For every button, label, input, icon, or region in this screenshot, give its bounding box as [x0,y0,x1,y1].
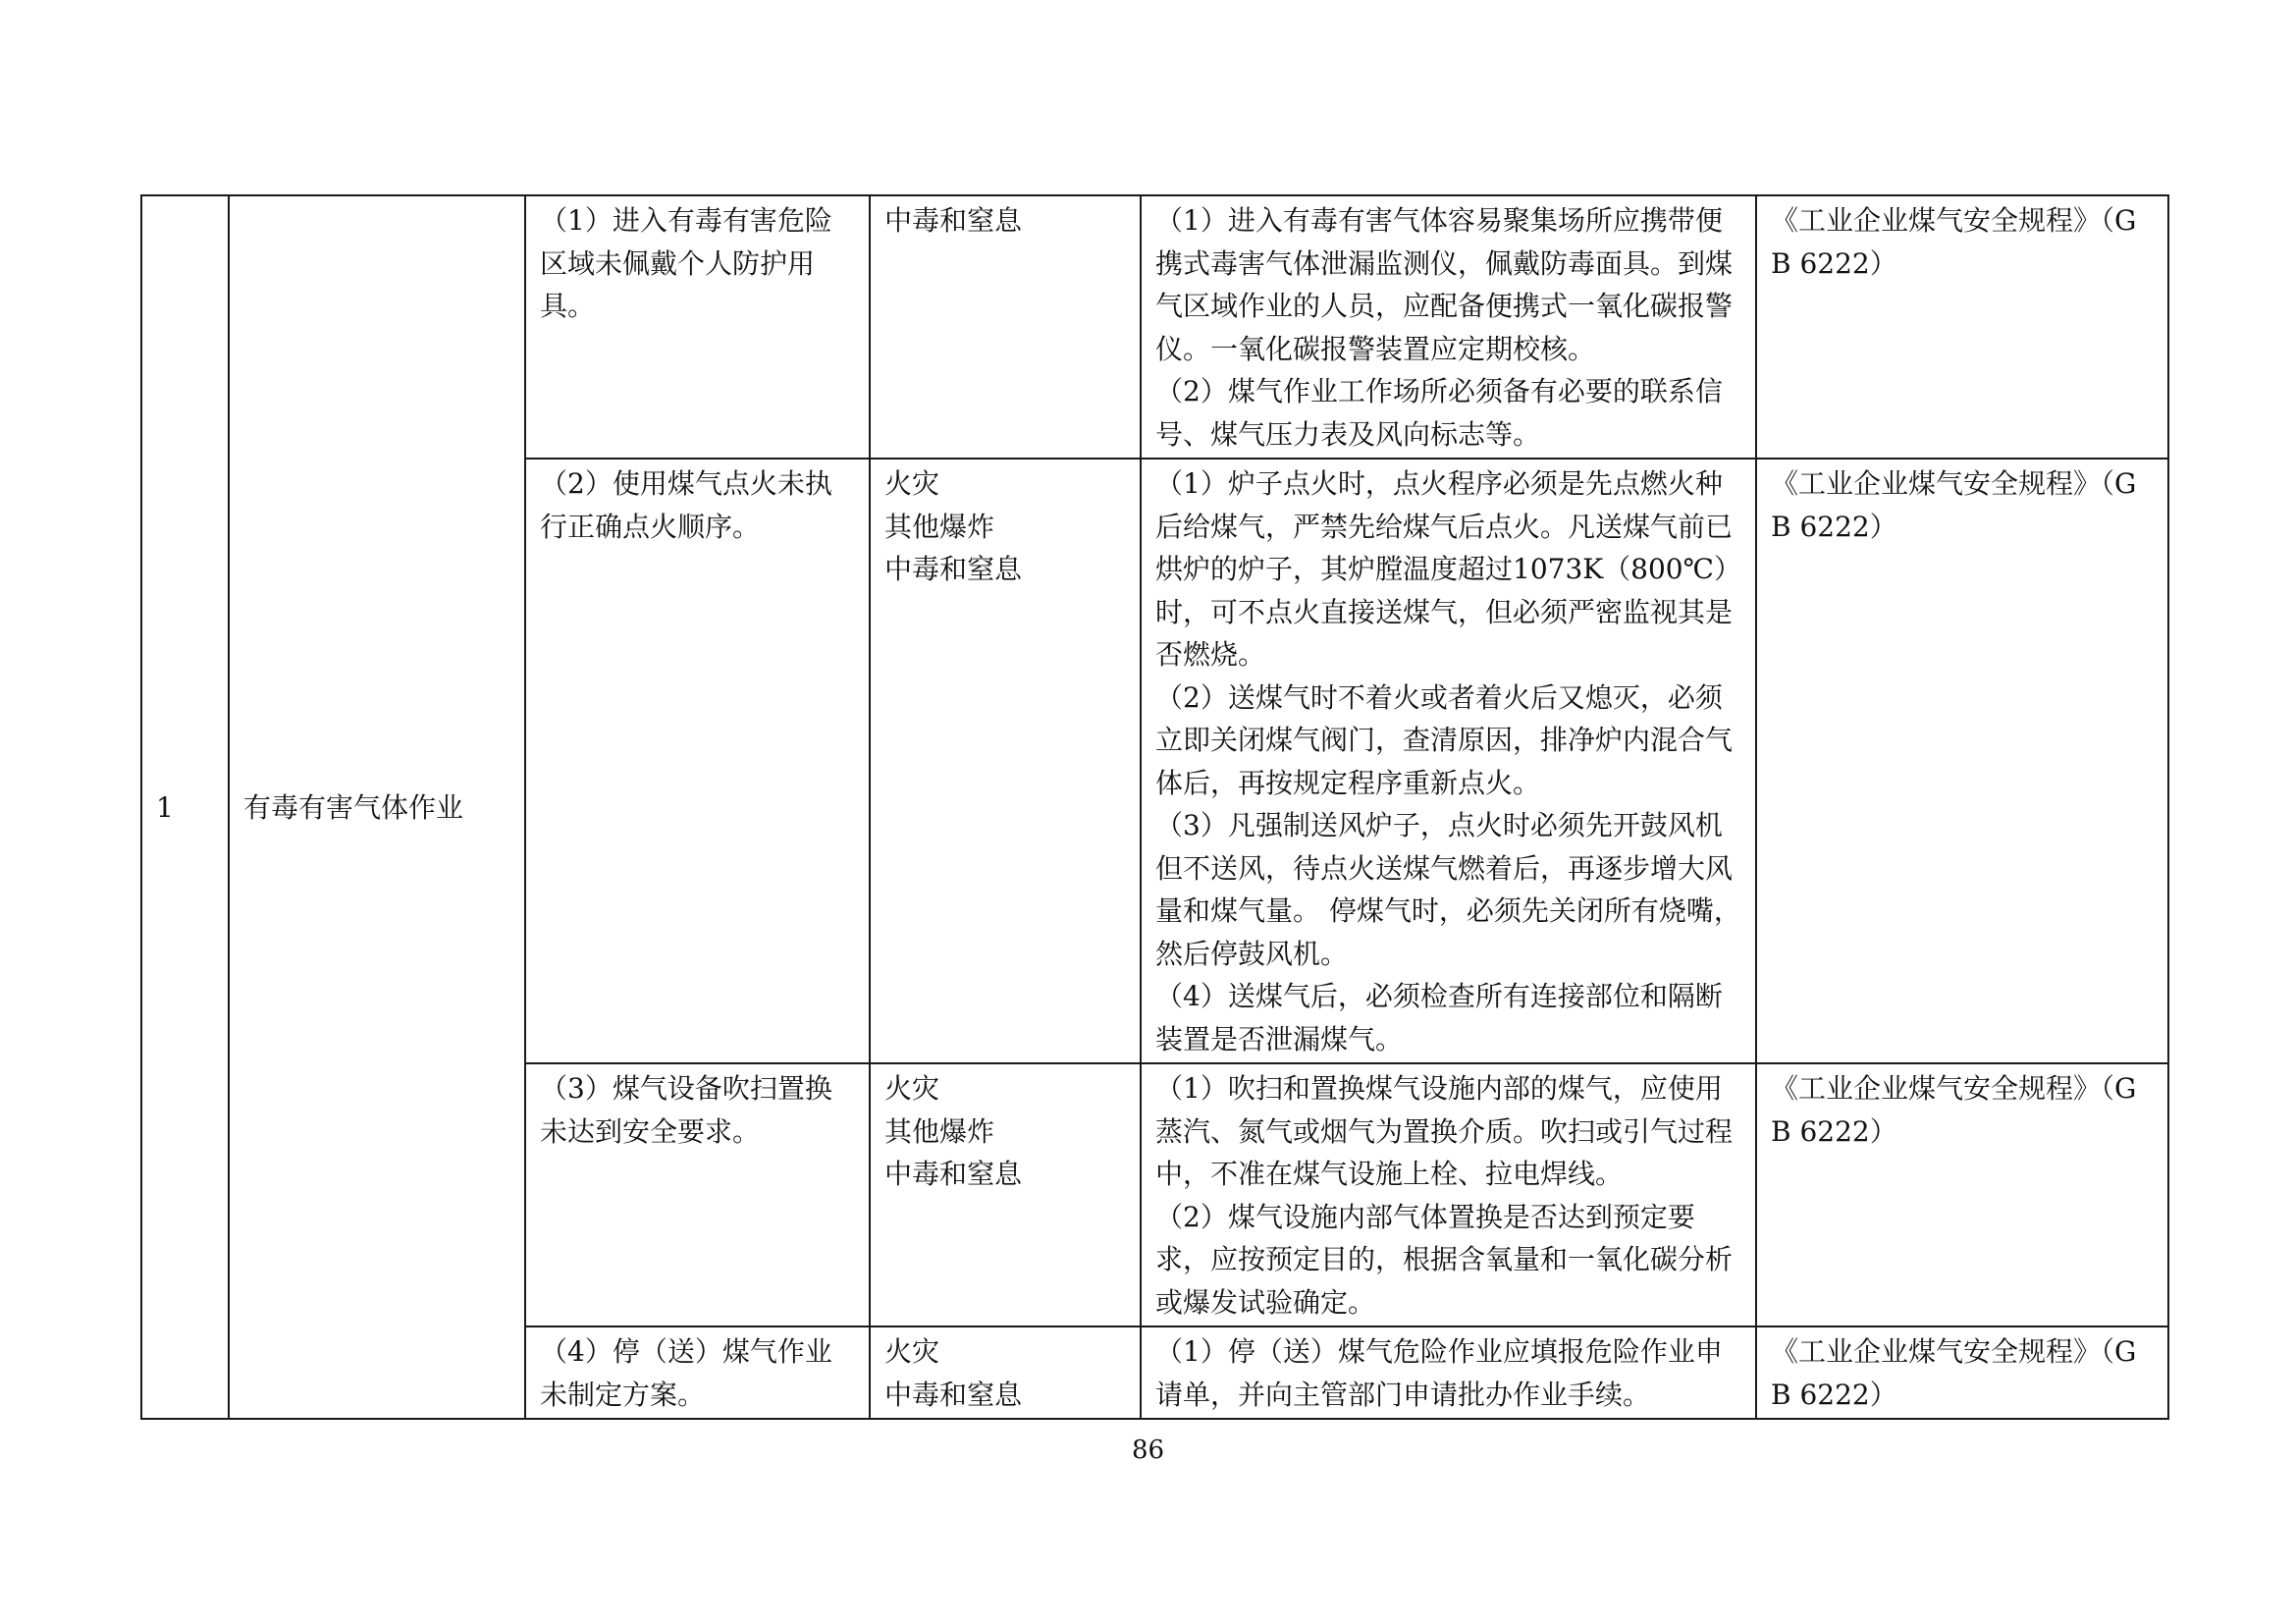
page-number: 86 [1131,1435,1165,1465]
category-number: 1 [141,195,229,1419]
measure-item: （1）炉子点火时，点火程序必须是先点燃火种后给煤气，严禁先给煤气后点火。凡送煤气前已烘炉的炉子，其炉膛温度超过1073K（800℃）时，可不点火直接送煤气，但必须严密监视其是否燃烧。 [1155,467,1741,671]
accident-type: 中毒和窒息 [884,204,1023,237]
accident-cell [870,1326,1141,1419]
measure-item: （2）煤气设施内部气体置换是否达到预定要求，应按预定目的，根据含氧量和一氧化碳分析或爆发试验确定。 [1155,1200,1734,1319]
measure-item: （1）进入有毒有害气体容易聚集场所应携带便携式毒害气体泄漏监测仪，佩戴防毒面具。到煤气区域作业的人员，应配备便携式一氧化碳报警仪。一氧化碳报警装置应定期校核。 [1155,204,1734,365]
accident-type: 其他爆炸 [884,1114,995,1148]
accident-cell [870,195,1141,459]
accident-type: 中毒和窒息 [884,553,1023,585]
basis-cell: 《工业企业煤气安全规程》（GB 6222） [1756,459,2168,1063]
measures-cell [1141,459,1756,1063]
accident-type: 火灾 [884,1335,940,1368]
measure-item: （1）停（送）煤气危险作业应填报危险作业申请单，并向主管部门申请批办作业手续。 [1155,1335,1723,1411]
measures-cell [1141,1326,1756,1419]
table-row [141,195,2168,459]
accident-cell [870,459,1141,1063]
issue-cell: （3）煤气设备吹扫置换未达到安全要求。 [525,1063,870,1326]
measure-item: （2）送煤气时不着火或者着火后又熄灭，必须立即关闭煤气阀门，查清原因，排净炉内混合气体后，再按规定程序重新点火。 [1155,680,1734,799]
measure-item: （4）送煤气后，必须检查所有连接部位和隔断装置是否泄漏煤气。 [1155,980,1723,1056]
measure-item: （1）吹扫和置换煤气设施内部的煤气，应使用蒸汽、氮气或烟气为置换介质。吹扫或引气过程中，不准在煤气设施上栓、拉电焊线。 [1155,1072,1734,1190]
basis-cell: 《工业企业煤气安全规程》（GB 6222） [1756,1063,2168,1326]
accident-type: 火灾 [884,467,940,500]
issue-cell: （1）进入有毒有害危险区域未佩戴个人防护用具。 [525,195,870,459]
issue-cell: （4）停（送）煤气作业未制定方案。 [525,1326,870,1419]
issue-cell: （2）使用煤气点火未执行正确点火顺序。 [525,459,870,1063]
basis-cell: 《工业企业煤气安全规程》（GB 6222） [1756,195,2168,459]
category-name: 有毒有害气体作业 [229,195,525,1419]
basis-cell: 《工业企业煤气安全规程》（GB 6222） [1756,1326,2168,1419]
measure-item: （3）凡强制送风炉子，点火时必须先开鼓风机但不送风，待点火送煤气燃着后，再逐步增大风量和煤气量。 停煤气时，必须先关闭所有烧嘴，然后停鼓风机。 [1155,809,1741,970]
measures-cell [1141,195,1756,459]
accident-type: 中毒和窒息 [884,1158,1023,1190]
measure-item: （2）煤气作业工作场所必须备有必要的联系信号、煤气压力表及风向标志等。 [1155,375,1723,451]
measures-cell [1141,1063,1756,1326]
hazard-table [140,194,2169,1420]
accident-type: 其他爆炸 [884,510,995,543]
accident-cell [870,1063,1141,1326]
accident-type: 中毒和窒息 [884,1378,1023,1411]
accident-type: 火灾 [884,1072,940,1105]
